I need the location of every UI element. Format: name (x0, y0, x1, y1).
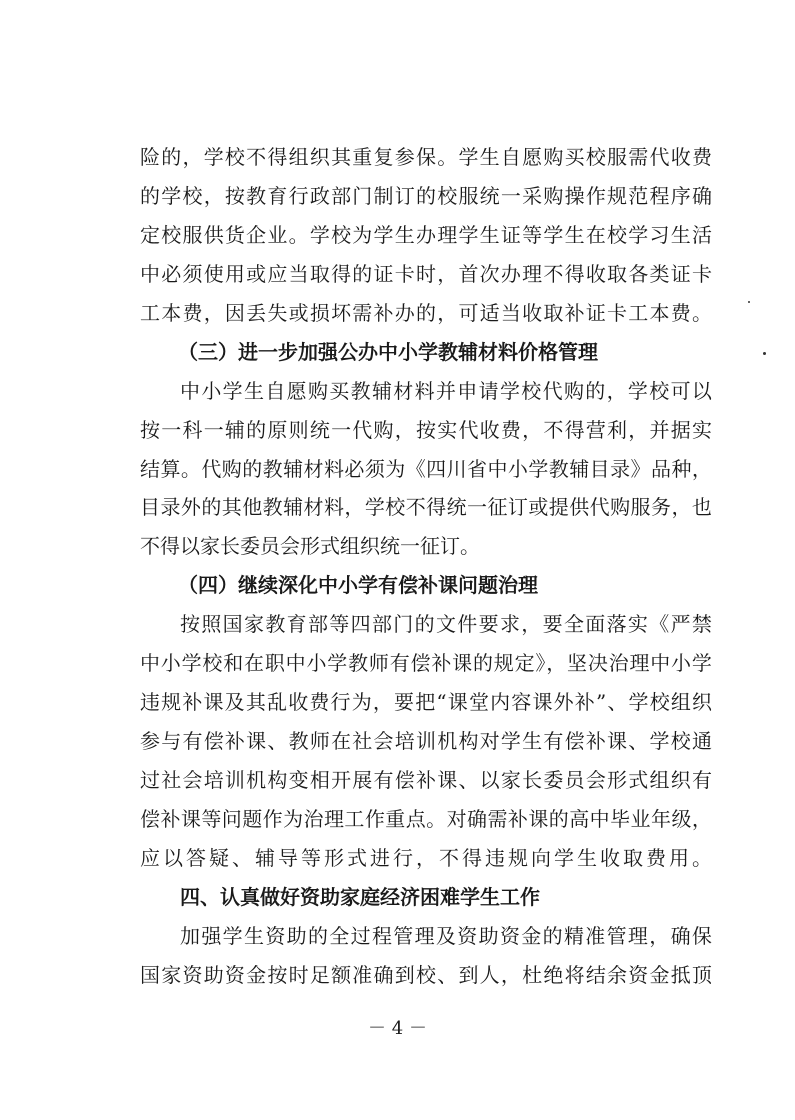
paragraph-line: 过社会培训机构变相开展有偿补课、以家长委员会形式组织有 (140, 768, 714, 792)
paragraph-line: 违规补课及其乱收费行为，要把“课堂内容课外补”、学校组织 (140, 690, 714, 714)
paragraph-line: 目录外的其他教辅材料，学校不得统一征订或提供代购服务，也 (140, 495, 713, 519)
paragraph-line: 中小学校和在职中小学教师有偿补课的规定》，坚决治理中小学 (140, 651, 713, 675)
paragraph-line: 险的，学校不得组织其重复参保。学生自愿购买校服需代收费 (140, 145, 714, 169)
paragraph-line: 国家资助资金按时足额准确到校、到人，杜绝将结余资金抵顶 (140, 963, 714, 987)
paragraph-line: 按照国家教育部等四部门的文件要求，要全面落实《严禁 (180, 612, 714, 636)
paragraph-line: 中必须使用或应当取得的证卡时，首次办理不得收取各类证卡 (140, 262, 714, 286)
paragraph-line: 不得以家长委员会形式组织统一征订。 (140, 534, 480, 558)
paragraph-line: 定校服供货企业。学校为学生办理学生证等学生在校学习生活 (140, 223, 714, 247)
paragraph-line: 工本费，因丢失或损坏需补办的，可适当收取补证卡工本费。 (140, 301, 714, 325)
section-heading: （三）进一步加强公办中小学教辅材料价格管理 (178, 340, 598, 364)
paragraph-line: 按一科一辅的原则统一代购，按实代收费，不得营利，并据实 (140, 418, 714, 442)
scan-speck (763, 352, 766, 355)
section-heading: 四、认真做好资助家庭经济困难学生工作 (180, 885, 540, 909)
scan-speck (748, 301, 750, 303)
paragraph-line: 中小学生自愿购买教辅材料并申请学校代购的，学校可以 (180, 379, 714, 403)
paragraph-line: 的学校，按教育行政部门制订的校服统一采购操作规范程序确 (140, 184, 714, 208)
paragraph-line: 结算。代购的教辅材料必须为《四川省中小学教辅目录》品种， (140, 457, 713, 481)
paragraph-line: 参与有偿补课、教师在社会培训机构对学生有偿补课、学校通 (140, 729, 714, 753)
paragraph-line: 偿补课等问题作为治理工作重点。对确需补课的高中毕业年级， (140, 807, 713, 831)
paragraph-line: 加强学生资助的全过程管理及资助资金的精准管理，确保 (180, 924, 714, 948)
section-heading: （四）继续深化中小学有偿补课问题治理 (178, 573, 538, 597)
paragraph-line: 应以答疑、辅导等形式进行，不得违规向学生收取费用。 (140, 846, 715, 870)
page-number: － 4 － (368, 1018, 427, 1039)
